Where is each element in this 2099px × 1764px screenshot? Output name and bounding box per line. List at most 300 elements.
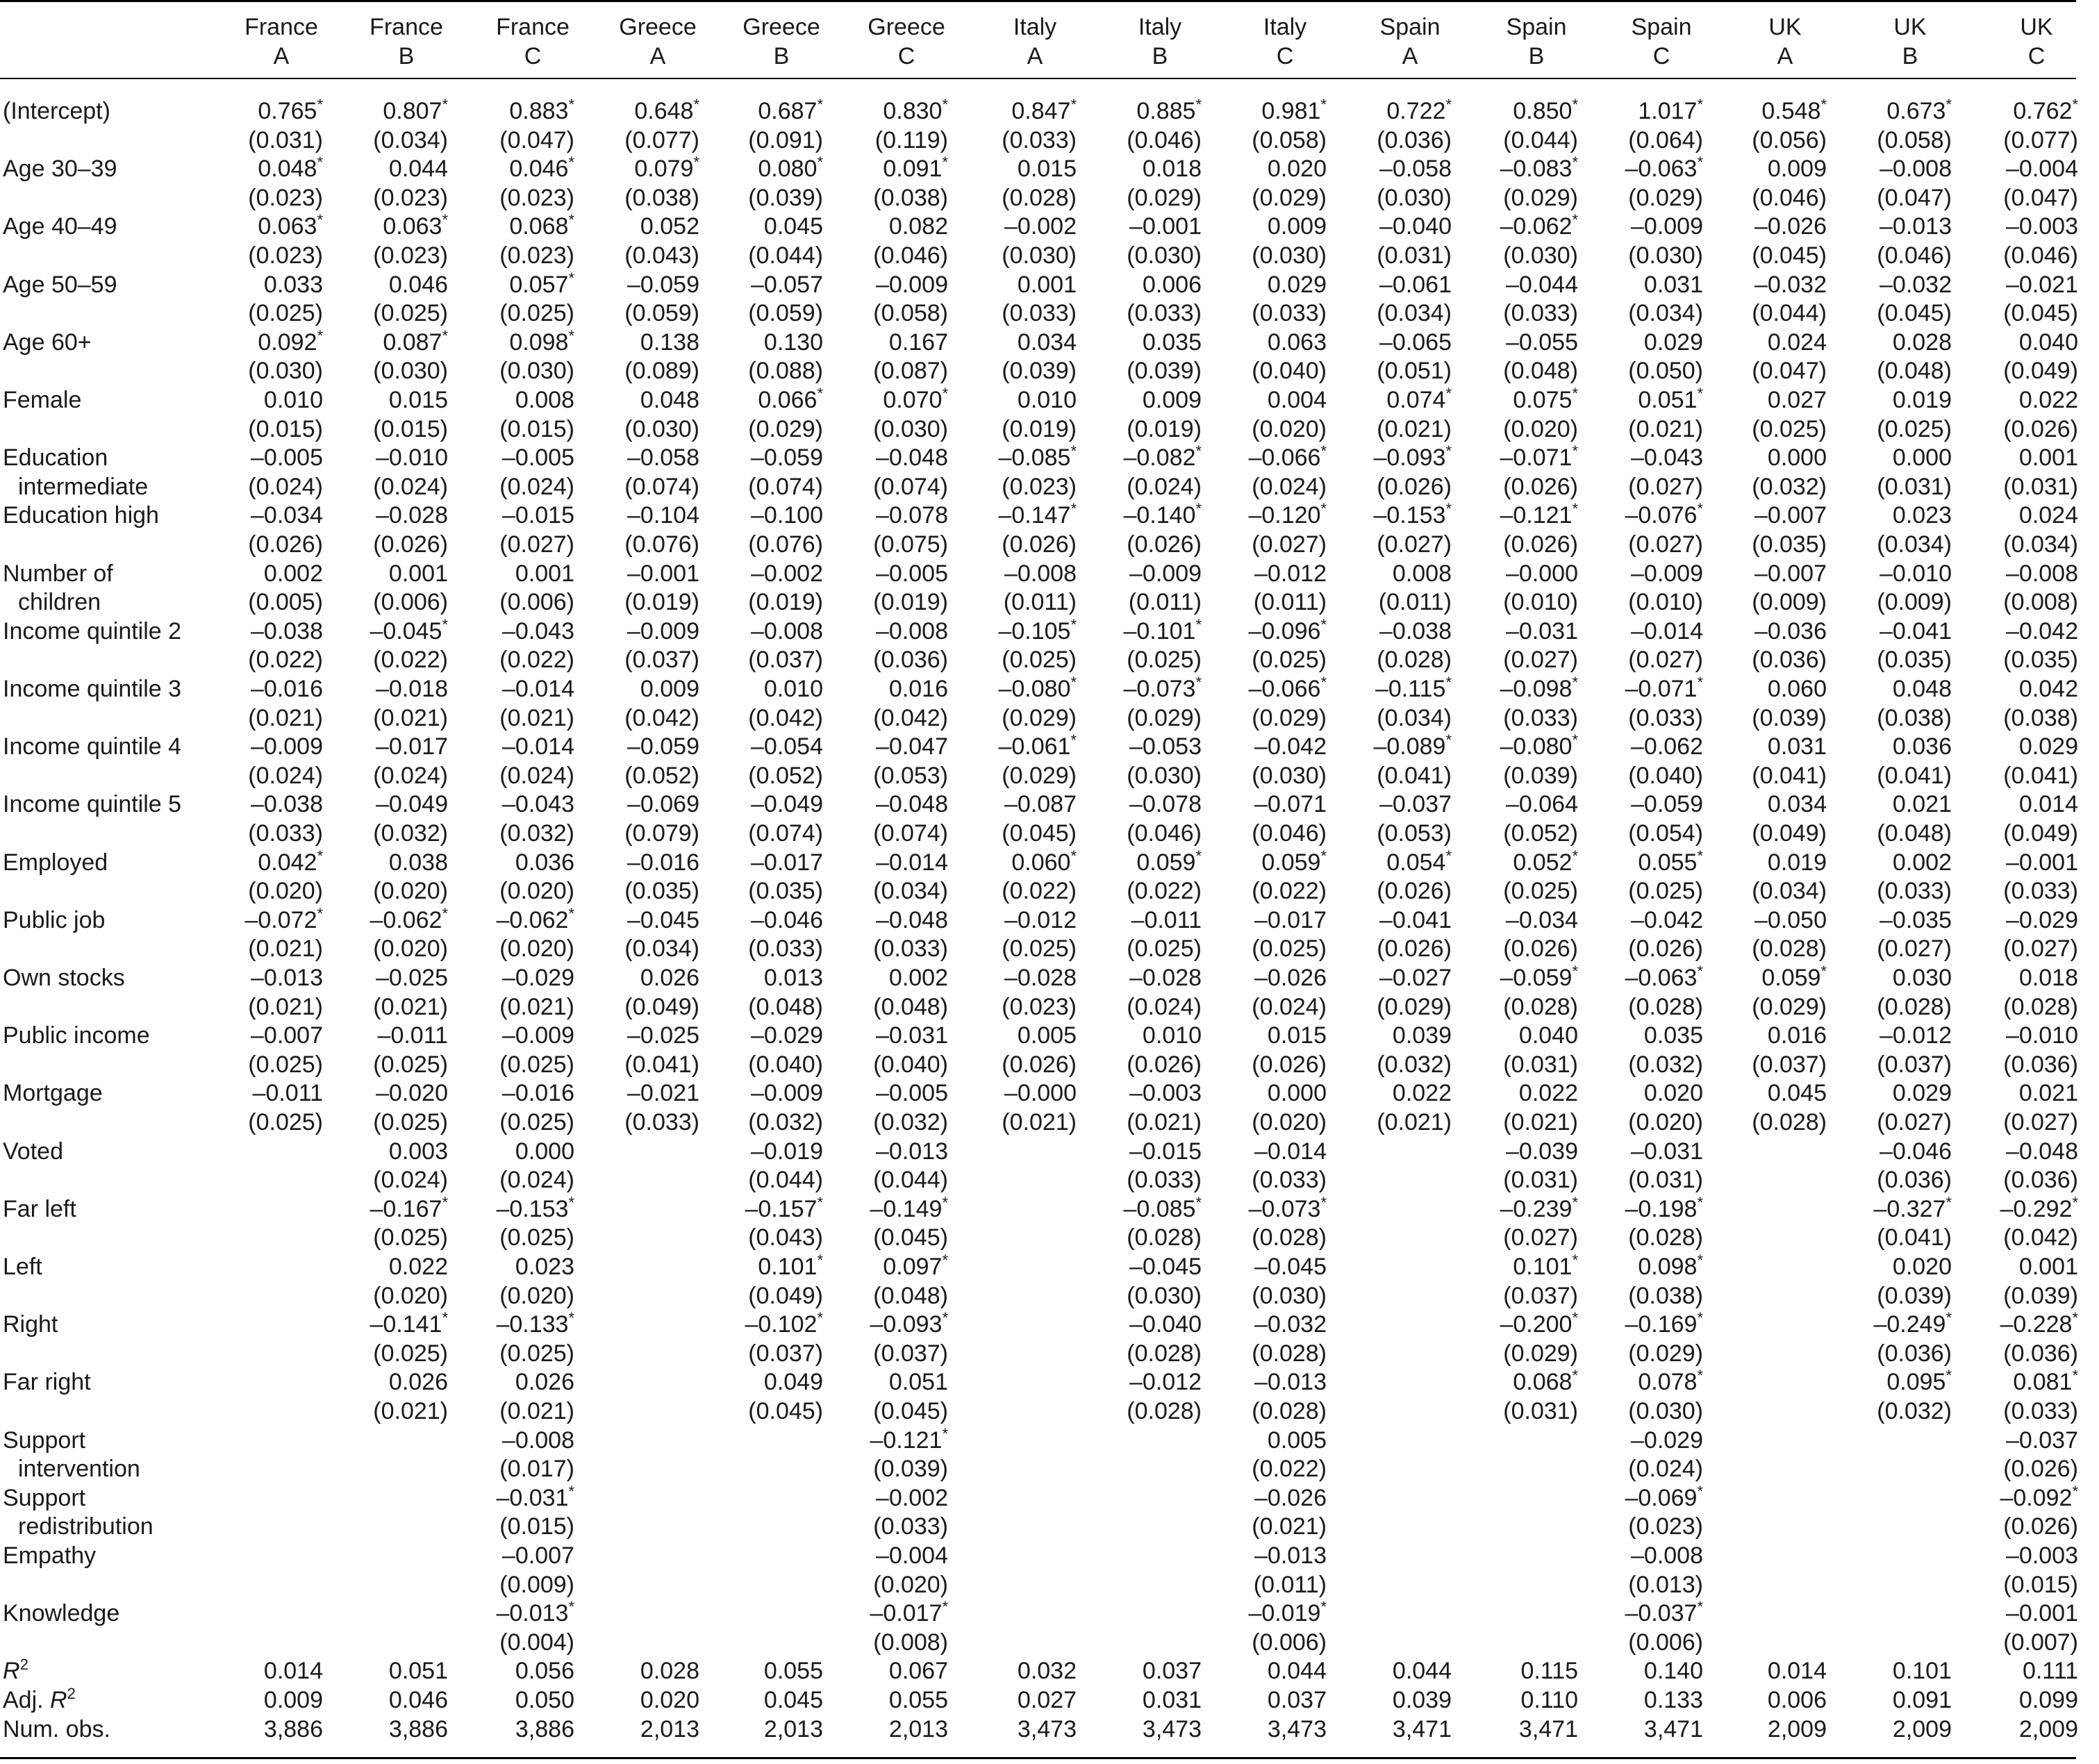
row-label: Support bbox=[3, 1426, 86, 1454]
cell-value: –0.059 bbox=[627, 733, 699, 760]
coefficient bbox=[2006, 213, 2078, 242]
coefficient bbox=[1254, 1310, 1327, 1340]
significance-star: * bbox=[442, 1309, 448, 1327]
coefficient bbox=[376, 444, 448, 473]
significance-star: * bbox=[1445, 847, 1452, 865]
coefficient bbox=[870, 1310, 948, 1340]
cell-value: (0.038) bbox=[624, 184, 699, 211]
coefficient bbox=[1129, 1079, 1202, 1108]
cell-value: (0.015) bbox=[499, 415, 574, 442]
standard-error bbox=[1002, 646, 1077, 675]
column-country: Greece bbox=[619, 14, 697, 40]
cell-value: –0.049 bbox=[751, 791, 823, 818]
cell-value: 3,886 bbox=[515, 1715, 574, 1742]
cell-value: 0.885 bbox=[1136, 98, 1196, 124]
cell-value: (0.074) bbox=[748, 473, 823, 500]
coefficient bbox=[1500, 964, 1578, 993]
coefficient bbox=[1129, 1138, 1202, 1167]
standard-error bbox=[1503, 126, 1578, 156]
coefficient bbox=[1506, 1138, 1578, 1167]
coefficient bbox=[389, 1368, 448, 1397]
coefficient bbox=[502, 444, 574, 473]
cell-value: –0.059 bbox=[1500, 965, 1573, 991]
cell-value: –0.121 bbox=[1500, 502, 1573, 529]
significance-star: * bbox=[817, 385, 823, 402]
cell-value: –0.014 bbox=[502, 676, 574, 702]
cell-value: (0.020) bbox=[373, 878, 448, 905]
cell-value: –0.029 bbox=[751, 1022, 823, 1049]
standard-error bbox=[499, 1513, 574, 1542]
standard-error bbox=[1503, 588, 1578, 617]
column-model: A bbox=[649, 43, 666, 69]
standard-error bbox=[1377, 1051, 1452, 1080]
coefficient bbox=[876, 906, 948, 935]
cell-value: –0.043 bbox=[502, 791, 574, 818]
standard-error bbox=[1628, 357, 1703, 386]
cell-value: –0.025 bbox=[627, 1022, 699, 1049]
standard-error bbox=[873, 1455, 948, 1484]
cell-value: –0.141 bbox=[370, 1311, 442, 1338]
standard-error bbox=[373, 646, 448, 675]
cell-value: (0.023) bbox=[499, 184, 574, 211]
standard-error bbox=[624, 415, 699, 444]
cell-value: (0.021) bbox=[373, 704, 448, 731]
cell-value: (0.037) bbox=[873, 1340, 948, 1367]
standard-error bbox=[2003, 1571, 2078, 1600]
coefficient bbox=[502, 1079, 574, 1108]
cell-value: (0.033) bbox=[873, 935, 948, 963]
standard-error bbox=[499, 646, 574, 675]
cell-value: –0.057 bbox=[751, 271, 823, 298]
cell-value: 0.063 bbox=[1267, 328, 1327, 356]
coefficient bbox=[1768, 328, 1827, 358]
standard-error bbox=[2003, 473, 2078, 502]
cell-value: (0.019) bbox=[873, 589, 948, 616]
standard-error bbox=[624, 531, 699, 560]
row-label: Mortgage bbox=[3, 1080, 103, 1107]
cell-value: –0.080 bbox=[1500, 733, 1573, 760]
coefficient bbox=[2019, 1079, 2078, 1108]
coefficient bbox=[1379, 906, 1452, 935]
standard-error bbox=[1503, 877, 1578, 906]
standard-error bbox=[2003, 299, 2078, 328]
standard-error bbox=[499, 819, 574, 849]
stat-value bbox=[889, 1657, 948, 1686]
standard-error bbox=[2003, 1397, 2078, 1426]
standard-error bbox=[1002, 762, 1077, 791]
standard-error bbox=[2003, 1108, 2078, 1138]
cell-value: (0.041) bbox=[2003, 762, 2078, 789]
cell-value: (0.011) bbox=[1003, 589, 1077, 616]
stat-value bbox=[2023, 1657, 2078, 1686]
cell-value: (0.025) bbox=[248, 300, 323, 327]
significance-star: * bbox=[568, 1482, 574, 1500]
row-label: Voted bbox=[3, 1138, 63, 1165]
cell-value: (0.119) bbox=[874, 126, 948, 153]
coefficient bbox=[515, 386, 574, 415]
coefficient bbox=[383, 97, 448, 126]
cell-value: (0.025) bbox=[248, 1051, 323, 1078]
cell-value: –0.078 bbox=[1129, 791, 1202, 818]
significance-star: * bbox=[942, 96, 948, 113]
cell-value: (0.058) bbox=[1252, 126, 1327, 153]
cell-value: 0.046 bbox=[388, 1687, 448, 1713]
coefficient bbox=[2000, 1484, 2078, 1513]
standard-error bbox=[748, 357, 823, 386]
cell-value: (0.006) bbox=[1252, 1629, 1327, 1656]
column-header bbox=[1974, 13, 2099, 75]
column-model: C bbox=[897, 43, 915, 69]
standard-error bbox=[2003, 1282, 2078, 1311]
cell-value: –0.101 bbox=[1123, 617, 1196, 644]
cell-value: –0.044 bbox=[1506, 271, 1578, 298]
cell-value: –0.005 bbox=[876, 1080, 948, 1107]
column-model: A bbox=[273, 43, 290, 69]
cell-value: (0.019) bbox=[624, 589, 699, 616]
cell-value: –0.026 bbox=[1254, 1484, 1327, 1511]
column-country: France bbox=[244, 14, 318, 40]
cell-value: (0.026) bbox=[2003, 1513, 2078, 1540]
coefficient bbox=[870, 1599, 948, 1629]
column-model: B bbox=[398, 43, 415, 69]
standard-error bbox=[624, 993, 699, 1022]
standard-error bbox=[873, 242, 948, 271]
cell-value: –0.063 bbox=[1625, 156, 1698, 183]
significance-star: * bbox=[1195, 1193, 1202, 1211]
coefficient bbox=[751, 617, 823, 647]
cell-value: –0.008 bbox=[1880, 156, 1952, 183]
cell-value: 0.060 bbox=[1011, 849, 1071, 876]
standard-error bbox=[248, 762, 323, 791]
significance-star: * bbox=[442, 211, 448, 229]
standard-error bbox=[1877, 993, 1952, 1022]
cell-value: 0.167 bbox=[888, 328, 948, 356]
coefficient bbox=[1004, 1079, 1077, 1108]
cell-value: 0.042 bbox=[2018, 676, 2078, 702]
cell-value: 0.046 bbox=[509, 156, 569, 183]
cell-value: (0.025) bbox=[1127, 935, 1202, 963]
row-label: Own stocks bbox=[3, 965, 125, 991]
cell-value: –0.029 bbox=[502, 965, 574, 991]
column-model: B bbox=[1152, 43, 1168, 69]
cell-value: (0.046) bbox=[1877, 242, 1952, 269]
coefficient bbox=[2019, 501, 2078, 531]
cell-value: –0.031 bbox=[496, 1484, 569, 1511]
significance-star: * bbox=[1320, 500, 1327, 518]
coefficient bbox=[496, 906, 574, 935]
standard-error bbox=[873, 1571, 948, 1600]
standard-error bbox=[1252, 1282, 1327, 1311]
standard-error bbox=[2003, 762, 2078, 791]
cell-value: (0.025) bbox=[1252, 935, 1327, 963]
cell-value: –0.048 bbox=[876, 791, 948, 818]
coefficient bbox=[870, 1426, 948, 1456]
coefficient bbox=[2019, 964, 2078, 993]
cell-value: (0.026) bbox=[373, 531, 448, 558]
coefficient bbox=[502, 733, 574, 762]
cell-value: 0.014 bbox=[263, 1658, 323, 1685]
standard-error bbox=[373, 242, 448, 271]
standard-error bbox=[373, 762, 448, 791]
standard-error bbox=[1877, 357, 1952, 386]
cell-value: (0.015) bbox=[2003, 1571, 2078, 1598]
standard-error bbox=[1628, 993, 1703, 1022]
standard-error bbox=[1127, 242, 1202, 271]
cell-value: 0.022 bbox=[1392, 1080, 1452, 1107]
stat-value bbox=[1143, 1657, 1202, 1686]
coefficient bbox=[1873, 1195, 1952, 1224]
significance-star: * bbox=[442, 615, 448, 633]
coefficient bbox=[745, 1195, 823, 1224]
cell-value: (0.024) bbox=[373, 762, 448, 789]
cell-value: –0.001 bbox=[1129, 213, 1202, 240]
cell-value: 0.005 bbox=[1267, 1426, 1327, 1454]
cell-value: (0.023) bbox=[1002, 993, 1077, 1020]
coefficient bbox=[264, 386, 323, 415]
cell-value: (0.035) bbox=[2003, 647, 2078, 674]
stat-label bbox=[3, 1657, 28, 1686]
standard-error bbox=[1252, 126, 1327, 156]
standard-error bbox=[1752, 357, 1827, 386]
cell-value: –0.078 bbox=[876, 502, 948, 529]
cell-value: 0.018 bbox=[2018, 965, 2078, 991]
coefficient bbox=[509, 328, 574, 358]
coefficient bbox=[1893, 1079, 1952, 1108]
cell-value: (0.046) bbox=[2003, 242, 2078, 269]
cell-value: 0.009 bbox=[640, 676, 699, 702]
coefficient bbox=[1631, 906, 1703, 935]
coefficient bbox=[251, 1022, 323, 1051]
significance-star: * bbox=[1572, 500, 1578, 518]
standard-error bbox=[1628, 935, 1703, 964]
coefficient bbox=[2019, 675, 2078, 704]
cell-value: –0.153 bbox=[496, 1195, 569, 1222]
cell-value: (0.040) bbox=[1252, 358, 1327, 385]
cell-value: 0.051 bbox=[1638, 387, 1698, 413]
coefficient bbox=[998, 617, 1077, 647]
cell-value: (0.028) bbox=[1628, 993, 1703, 1020]
coefficient bbox=[764, 328, 823, 358]
cell-value: 0.010 bbox=[263, 387, 323, 413]
cell-value: 0.052 bbox=[1513, 849, 1573, 876]
standard-error bbox=[248, 184, 323, 213]
standard-error bbox=[499, 1282, 574, 1311]
row-label: Age 50–59 bbox=[3, 271, 117, 298]
cell-value: –0.007 bbox=[251, 1022, 323, 1049]
standard-error bbox=[748, 1108, 823, 1138]
cell-value: (0.050) bbox=[1628, 358, 1703, 385]
cell-value: (0.044) bbox=[748, 1167, 823, 1194]
cell-value: (0.010) bbox=[1503, 589, 1578, 616]
standard-error bbox=[2003, 357, 2078, 386]
standard-error bbox=[1252, 935, 1327, 964]
cell-value: –0.038 bbox=[1379, 617, 1452, 644]
standard-error bbox=[2003, 935, 2078, 964]
stat-value bbox=[389, 1686, 448, 1715]
cell-value: 0.013 bbox=[763, 965, 823, 991]
cell-value: (0.047) bbox=[1752, 358, 1827, 385]
significance-star: * bbox=[2072, 1309, 2078, 1327]
cell-value: 0.026 bbox=[640, 965, 699, 991]
cell-value: (0.033) bbox=[248, 820, 323, 847]
cell-value: (0.031) bbox=[1628, 1167, 1703, 1194]
cell-value: 2,013 bbox=[763, 1715, 823, 1742]
cell-value: 0.054 bbox=[1386, 849, 1446, 876]
standard-error bbox=[873, 993, 948, 1022]
significance-star: * bbox=[693, 96, 699, 113]
standard-error bbox=[373, 299, 448, 328]
coefficient bbox=[389, 155, 448, 184]
cell-value: (0.027) bbox=[1503, 647, 1578, 674]
cell-value: –0.042 bbox=[1254, 733, 1327, 760]
standard-error bbox=[873, 646, 948, 675]
coefficient bbox=[370, 906, 448, 935]
coefficient bbox=[383, 328, 448, 358]
cell-value: (0.031) bbox=[1503, 1167, 1578, 1194]
cell-value: (0.022) bbox=[1252, 878, 1327, 905]
cell-value: 3,473 bbox=[1267, 1715, 1327, 1742]
cell-value: (0.027) bbox=[499, 531, 574, 558]
standard-error bbox=[1628, 819, 1703, 849]
coefficient bbox=[876, 617, 948, 647]
standard-error bbox=[1377, 531, 1452, 560]
cell-value: 0.847 bbox=[1011, 98, 1071, 124]
cell-value: (0.026) bbox=[1377, 878, 1452, 905]
standard-error bbox=[1252, 1051, 1327, 1080]
cell-value: (0.020) bbox=[373, 935, 448, 963]
cell-value: (0.026) bbox=[248, 531, 323, 558]
cell-value: (0.039) bbox=[1877, 1282, 1952, 1309]
standard-error bbox=[2003, 1513, 2078, 1542]
row-label: Far right bbox=[3, 1369, 91, 1396]
cell-value: (0.023) bbox=[1628, 1513, 1703, 1540]
standard-error bbox=[873, 704, 948, 733]
standard-error bbox=[1127, 993, 1202, 1022]
cell-value: (0.030) bbox=[1252, 762, 1327, 789]
cell-value: (0.009) bbox=[499, 1571, 574, 1598]
cell-value: (0.025) bbox=[1628, 878, 1703, 905]
cell-value: 0.101 bbox=[1892, 1658, 1952, 1685]
coefficient bbox=[496, 1599, 574, 1629]
cell-value: –0.014 bbox=[1254, 1138, 1327, 1165]
cell-value: (0.021) bbox=[1377, 415, 1452, 442]
standard-error bbox=[1628, 704, 1703, 733]
cell-value: (0.089) bbox=[624, 358, 699, 385]
coefficient bbox=[1644, 1079, 1703, 1108]
coefficient bbox=[1254, 1253, 1327, 1282]
cell-value: (0.021) bbox=[1377, 1109, 1452, 1135]
coefficient bbox=[764, 964, 823, 993]
standard-error bbox=[1628, 1108, 1703, 1138]
standard-error bbox=[248, 704, 323, 733]
standard-error bbox=[1377, 473, 1452, 502]
coefficient bbox=[1261, 97, 1327, 126]
significance-star: * bbox=[568, 96, 574, 113]
cell-value: –0.009 bbox=[751, 1080, 823, 1107]
standard-error bbox=[1628, 1166, 1703, 1195]
standard-error bbox=[2003, 704, 2078, 733]
standard-error bbox=[748, 819, 823, 849]
standard-error bbox=[1252, 299, 1327, 328]
cell-value: –0.034 bbox=[1506, 906, 1578, 933]
cell-value: (0.027) bbox=[1877, 935, 1952, 963]
cell-value: (0.033) bbox=[873, 1513, 948, 1540]
standard-error bbox=[1877, 819, 1952, 849]
cell-value: (0.032) bbox=[1377, 1051, 1452, 1078]
standard-error bbox=[373, 126, 448, 156]
significance-star: * bbox=[2072, 96, 2078, 113]
significance-star: * bbox=[1320, 96, 1327, 113]
coefficient bbox=[1893, 501, 1952, 531]
cell-value: 0.063 bbox=[383, 213, 442, 240]
standard-error bbox=[1129, 588, 1202, 617]
cell-value: (0.023) bbox=[499, 242, 574, 269]
row-label: intervention bbox=[18, 1456, 140, 1483]
cell-value: (0.030) bbox=[1127, 1282, 1202, 1309]
cell-value: (0.033) bbox=[1127, 1167, 1202, 1194]
cell-value: 0.022 bbox=[388, 1254, 448, 1280]
cell-value: (0.025) bbox=[1127, 647, 1202, 674]
cell-value: 0.044 bbox=[1392, 1658, 1452, 1685]
standard-error bbox=[1004, 588, 1077, 617]
cell-value: 3,471 bbox=[1643, 1715, 1703, 1742]
coefficient bbox=[389, 1253, 448, 1282]
cell-value: (0.048) bbox=[1877, 358, 1952, 385]
coefficient bbox=[640, 386, 699, 415]
cell-value: 0.036 bbox=[1892, 733, 1952, 760]
significance-star: * bbox=[1697, 963, 1703, 980]
standard-error bbox=[1752, 819, 1827, 849]
cell-value: (0.029) bbox=[1127, 184, 1202, 211]
row-label: Employed bbox=[3, 849, 108, 876]
coefficient bbox=[1248, 444, 1327, 473]
cell-value: 0.000 bbox=[515, 1138, 574, 1165]
column-country: Spain bbox=[1506, 14, 1567, 40]
significance-star: * bbox=[317, 904, 323, 922]
significance-star: * bbox=[1320, 1598, 1327, 1616]
cell-value: 0.059 bbox=[1136, 849, 1196, 876]
coefficient bbox=[876, 1079, 948, 1108]
coefficient bbox=[1129, 213, 1202, 242]
standard-error bbox=[1377, 1108, 1452, 1138]
standard-error bbox=[373, 1224, 448, 1253]
standard-error bbox=[2003, 1224, 2078, 1253]
column-header bbox=[1848, 13, 1973, 75]
cell-value: 0.081 bbox=[2013, 1369, 2073, 1396]
cell-value: (0.023) bbox=[373, 242, 448, 269]
cell-value: (0.052) bbox=[1503, 820, 1578, 847]
coefficient bbox=[1638, 1253, 1703, 1282]
cell-value: 0.111 bbox=[2022, 1658, 2078, 1685]
coefficient bbox=[1893, 328, 1952, 358]
standard-error bbox=[248, 877, 323, 906]
significance-star: * bbox=[568, 211, 574, 229]
significance-star: * bbox=[1195, 442, 1202, 460]
cell-value: (0.042) bbox=[873, 704, 948, 731]
cell-value: –0.040 bbox=[1379, 213, 1452, 240]
cell-value: –0.015 bbox=[502, 502, 574, 529]
cell-value: 0.009 bbox=[263, 1687, 323, 1713]
coefficient bbox=[1631, 1426, 1703, 1456]
coefficient bbox=[1129, 1368, 1202, 1397]
cell-value: (0.021) bbox=[1503, 1109, 1578, 1135]
standard-error bbox=[1379, 588, 1452, 617]
coefficient bbox=[1893, 1253, 1952, 1282]
cell-value: –0.102 bbox=[745, 1311, 818, 1338]
standard-error bbox=[1252, 184, 1327, 213]
standard-error bbox=[1752, 877, 1827, 906]
standard-error bbox=[2003, 415, 2078, 444]
